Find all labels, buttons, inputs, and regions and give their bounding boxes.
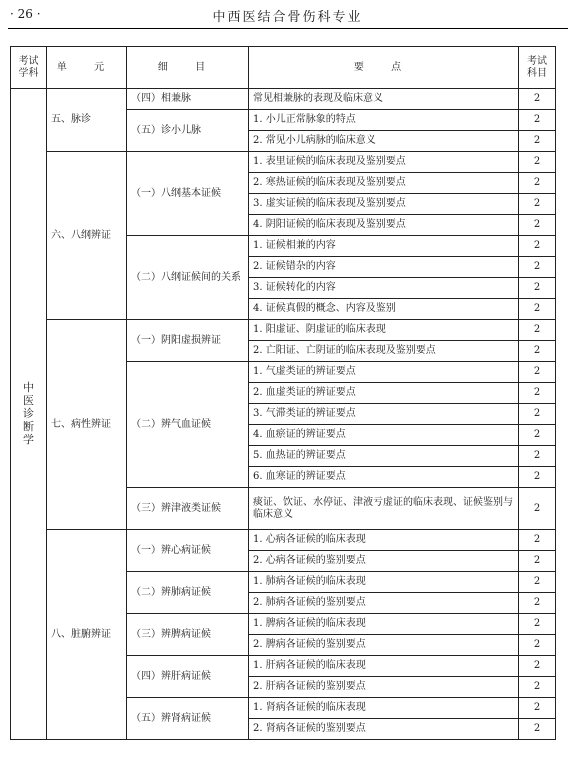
- point-cell: 4. 证候真假的概念、内容及鉴别: [249, 299, 519, 320]
- point-cell: 常见相兼脉的表现及临床意义: [249, 89, 519, 110]
- point-cell: 2. 血虚类证的辨证要点: [249, 383, 519, 404]
- point-cell: 2. 肝病各证候的鉴别要点: [249, 677, 519, 698]
- item-cell: （五）诊小儿脉: [127, 110, 249, 152]
- point-cell: 1. 阳虚证、阴虚证的临床表现: [249, 320, 519, 341]
- table-row: [11, 320, 556, 341]
- point-cell: 1. 脾病各证候的临床表现: [249, 614, 519, 635]
- grade-cell: 2: [519, 215, 556, 236]
- point-cell: 2. 心病各证候的鉴别要点: [249, 551, 519, 572]
- grade-cell: 2: [519, 488, 556, 530]
- grade-cell: 2: [519, 425, 556, 446]
- grade-cell: 2: [519, 698, 556, 719]
- grade-cell: 2: [519, 572, 556, 593]
- grade-cell: 2: [519, 236, 556, 257]
- grade-cell: 2: [519, 278, 556, 299]
- point-cell: 5. 血热证的辨证要点: [249, 446, 519, 467]
- item-cell: （四）辨肝病证候: [127, 656, 249, 698]
- point-cell: 3. 虚实证候的临床表现及鉴别要点: [249, 194, 519, 215]
- grade-cell: 2: [519, 341, 556, 362]
- grade-cell: 2: [519, 530, 556, 551]
- unit-cell: 六、八纲辨证: [47, 152, 127, 320]
- item-cell: （二）八纲证候间的关系: [127, 236, 249, 320]
- item-cell: （一）八纲基本证候: [127, 152, 249, 236]
- point-cell: 3. 证候转化的内容: [249, 278, 519, 299]
- column-header-unit: 单 元: [47, 47, 127, 89]
- point-cell: 3. 气滞类证的辨证要点: [249, 404, 519, 425]
- grade-cell: 2: [519, 677, 556, 698]
- grade-cell: 2: [519, 614, 556, 635]
- unit-cell: 五、脉诊: [47, 89, 127, 152]
- item-cell: （二）辨肺病证候: [127, 572, 249, 614]
- item-cell: （四）相兼脉: [127, 89, 249, 110]
- point-cell: 1. 小儿正常脉象的特点: [249, 110, 519, 131]
- point-cell: 6. 血寒证的辨证要点: [249, 467, 519, 488]
- item-cell: （三）辨脾病证候: [127, 614, 249, 656]
- subject-label: 中医诊断学: [23, 381, 34, 446]
- grade-cell: 2: [519, 173, 556, 194]
- grade-cell: 2: [519, 656, 556, 677]
- grade-cell: 2: [519, 299, 556, 320]
- point-cell: 2. 证候错杂的内容: [249, 257, 519, 278]
- column-header-grade: 考试科目: [519, 47, 556, 89]
- item-cell: （三）辨津液类证候: [127, 488, 249, 530]
- header-rule: [8, 28, 568, 29]
- grade-cell: 2: [519, 551, 556, 572]
- grade-cell: 2: [519, 635, 556, 656]
- point-cell: 2. 亡阳证、亡阴证的临床表现及鉴别要点: [249, 341, 519, 362]
- grade-cell: 2: [519, 194, 556, 215]
- point-cell: 2. 寒热证候的临床表现及鉴别要点: [249, 173, 519, 194]
- point-cell: 1. 气虚类证的辨证要点: [249, 362, 519, 383]
- column-header-subject: 考试学科: [11, 47, 47, 89]
- unit-cell: 七、病性辨证: [47, 320, 127, 530]
- item-cell: （五）辨肾病证候: [127, 698, 249, 740]
- point-cell: 4. 阴阳证候的临床表现及鉴别要点: [249, 215, 519, 236]
- grade-cell: 2: [519, 110, 556, 131]
- item-cell: （二）辨气血证候: [127, 362, 249, 488]
- grade-cell: 2: [519, 446, 556, 467]
- point-cell: 2. 脾病各证候的鉴别要点: [249, 635, 519, 656]
- point-cell: 1. 肝病各证候的临床表现: [249, 656, 519, 677]
- point-cell: 1. 证候相兼的内容: [249, 236, 519, 257]
- grade-cell: 2: [519, 362, 556, 383]
- grade-cell: 2: [519, 383, 556, 404]
- table-row: [11, 89, 556, 110]
- grade-cell: 2: [519, 719, 556, 740]
- item-cell: （一）辨心病证候: [127, 530, 249, 572]
- running-title: 中西医结合骨伤科专业: [212, 10, 363, 25]
- grade-cell: 2: [519, 257, 556, 278]
- subject-cell: [11, 89, 47, 740]
- point-cell: 1. 肾病各证候的临床表现: [249, 698, 519, 719]
- page-number: · 26 ·: [10, 7, 41, 21]
- grade-cell: 2: [519, 152, 556, 173]
- column-header-item: 细 目: [127, 47, 249, 89]
- point-cell: 2. 肾病各证候的鉴别要点: [249, 719, 519, 740]
- unit-cell: 八、脏腑辨证: [47, 530, 127, 740]
- point-cell: 4. 血瘀证的辨证要点: [249, 425, 519, 446]
- page-header: [0, 0, 575, 34]
- item-cell: （一）阴阳虚损辨证: [127, 320, 249, 362]
- table-row: [11, 530, 556, 551]
- point-cell: 1. 肺病各证候的临床表现: [249, 572, 519, 593]
- point-cell: 2. 肺病各证候的鉴别要点: [249, 593, 519, 614]
- column-header-point: 要 点: [249, 47, 519, 89]
- grade-cell: 2: [519, 467, 556, 488]
- grade-cell: 2: [519, 89, 556, 110]
- table-row: [11, 152, 556, 173]
- point-cell: 痰证、饮证、水停证、津液亏虚证的临床表现、证候鉴别与临床意义: [249, 488, 519, 530]
- grade-cell: 2: [519, 404, 556, 425]
- grade-cell: 2: [519, 593, 556, 614]
- grade-cell: 2: [519, 131, 556, 152]
- syllabus-table: [10, 46, 556, 740]
- table-header-row: [11, 47, 556, 89]
- grade-cell: 2: [519, 320, 556, 341]
- point-cell: 1. 心病各证候的临床表现: [249, 530, 519, 551]
- point-cell: 2. 常见小儿病脉的临床意义: [249, 131, 519, 152]
- point-cell: 1. 表里证候的临床表现及鉴别要点: [249, 152, 519, 173]
